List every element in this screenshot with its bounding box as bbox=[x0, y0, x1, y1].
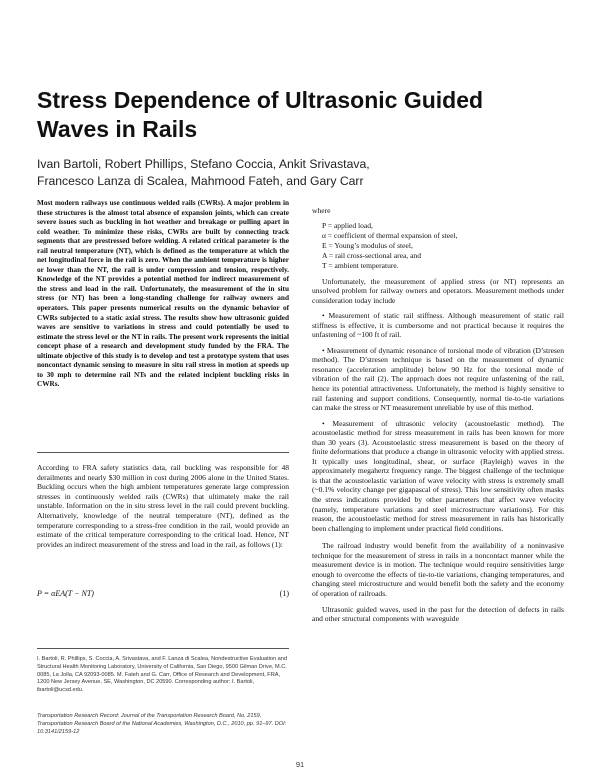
def-t: T = ambient temperature. bbox=[322, 260, 399, 270]
abstract: Most modern railways use continuous welded rails (CWRs). A major problem in these structures is the almost total absence of expansion joints, which can create severe issues such as buckling in hot weather and breakage or pulling apart in cold weather. To minimize these risks, CWRs are built by connecting track segments that are prestressed before welding. A related critical parameter is the rail neutral temperature (NT), which is defined as the temperature at which the net longitudinal force in the rail is zero. When the ambient temperature is higher or lower than the NT, the rail is under compression and tension, respectively. Knowledge of the NT provides a potential method for indirect measurement of the stress and load in the rail. Unfortunately, the measurement of the in situ stress (or NT) has been a long-standing challenge for railway owners and operators. This paper presents numerical results on the dynamic behavior of CWRs subjected to a static axial stress. The results show how ultrasonic guided waves are sensitive to variations in stress and could potentially be used to estimate the stress level or the NT in rails. The present work represents the initial concept phase of a research and development study funded by the FRA. The ultimate objective of this study is to develop and test a prototype system that uses noncontact dynamic sensing to measure in situ rail stress in motion at speeds up to 30 mph to determine rail NTs and the related incipient buckling risks in CWRs. bbox=[37, 199, 289, 389]
bullet-ultrasonic-velocity: • Measurement of ultrasonic velocity (acoustoelastic method). The acoustoelastic method for stress measurement in rails has been known for more than 30 years (3). Acoustoelastic stress measurement is based on the theory of finite deformations that produce a change in ultrasonic velocity with applied stress. It typically uses longitudinal, shear, or surface (Rayleigh) waves in the approximately megahertz frequency range. The biggest challenge of the technique is that the acoustoelastic variation of wave velocity with stress is extremely small (~0.1% velocity change per gigapascal of stress). This low sensitivity often masks the stress indications provided by other parameters that affect wave velocity (namely, temperature variations and steel microstructure variations). For this reason, the acoustoelastic method for stress measurement in rails has historically been challenging to implement under practical field conditions. bbox=[312, 418, 564, 533]
paragraph-methods-intro: Unfortunately, the measurement of applied stress (or NT) represents an unsolved problem for railway owners and operators. Measurement methods under consideration today include bbox=[312, 276, 564, 305]
equation-number: (1) bbox=[279, 589, 289, 598]
footnote-journal-citation: Transportation Research Record: Journal of the Transportation Research Board, No. 2159, Transportation Research Board of the National Academies, Washington, D.C., 2010, pp. 91–97. DOI: 10.3141/2159-12 bbox=[37, 713, 287, 735]
def-p: P = applied load, bbox=[322, 220, 373, 230]
authors-line-1: Ivan Bartoli, Robert Phillips, Stefano Coccia, Ankit Srivastava, bbox=[37, 157, 370, 171]
def-a: A = rail cross-sectional area, and bbox=[322, 250, 421, 260]
equation-text: P = αEA(T − NT) bbox=[37, 589, 94, 598]
footnote-divider bbox=[37, 648, 289, 649]
title-line-2: Waves in Rails bbox=[37, 116, 198, 142]
bullet-dynamic-resonance: • Measurement of dynamic resonance of torsional mode of vibration (D’stresen method). The D’stresen technique is based on the measurement of dynamic resonance (acceleration amplitude) below 90 Hz for the torsional mode of vibration of the rail (2). The approach does not require unfastening of the rail, hence its potential attractiveness. Unfortunately, the method is highly sensitive to rail fastening and support conditions. Consequently, normal tie-to-tie variations can make the stress or NT measurement unreliable by use of this method. bbox=[312, 345, 564, 413]
authors-line-2: Francesco Lanza di Scalea, Mahmood Fateh, and Gary Carr bbox=[37, 174, 364, 188]
paragraph-guided-waves: Ultrasonic guided waves, used in the past for the detection of defects in rails and other structural components with waveguide bbox=[312, 604, 564, 624]
paper-title bbox=[37, 86, 577, 144]
equation-1 bbox=[37, 589, 289, 598]
def-e: E = Young’s modulus of steel, bbox=[322, 240, 413, 250]
title-line-1: Stress Dependence of Ultrasonic Guided bbox=[37, 87, 484, 113]
bullet-static-stiffness: • Measurement of static rail stiffness. Although measurement of static rail stiffness is effective, it is cumbersome and not practical because it requires the unfastening of ~100 ft of rail. bbox=[312, 311, 564, 340]
def-alpha: α = coefficient of thermal expansion of steel, bbox=[322, 230, 458, 240]
author-list bbox=[37, 156, 577, 190]
footnote-affiliations: I. Bartoli, R. Phillips, S. Coccia, A. Srivastava, and F. Lanza di Scalea, Nondestructive Evaluation and Structural Health Monitoring Laboratory, University of California, San Diego, 9500 Gilman Drive, M.C. 0085, La Jolla, CA 92093-0085. M. Fateh and G. Carr, Office of Research and Development, FRA, 1200 New Jersey Avenue, SE, Washington, DC 20590. Corresponding author: I. Bartoli, ibartoli@ucsd.edu. bbox=[37, 656, 287, 694]
right-column bbox=[312, 206, 564, 630]
abstract-divider bbox=[37, 452, 289, 453]
page-number: 91 bbox=[295, 760, 305, 769]
variable-definitions bbox=[312, 221, 564, 271]
where-label: where bbox=[312, 206, 331, 215]
intro-paragraph: According to FRA safety statistics data, rail buckling was responsible for 48 derailments and nearly $30 million in cost during 2006 alone in the United States. Buckling occurs when the high ambient temperatures generate large compression stresses in continuously welded rails (CWRs) that ultimately make the rail unstable. Information on the in situ stress level in the rail could prevent buckling. Alternatively, knowledge of the neutral temperature (NT), defined as the temperature corresponding to a stress-free condition in the rail, would provide an estimate of the critical temperature corresponding to the critical load. Hence, NT provides an indirect measurement of the stress and load in the rail, as follows (1): bbox=[37, 463, 289, 549]
paragraph-industry-benefit: The railroad industry would benefit from the availability of a noninvasive technique for the measurement of stress in rails in a noncontact manner while the measurement device is in motion. The technique would require sensitivities large enough to overcome the effects of tie-to-tie variations, changing temperatures, and changing steel microstructure and would benefit both the safety and the economy of operation of railroads. bbox=[312, 541, 564, 598]
